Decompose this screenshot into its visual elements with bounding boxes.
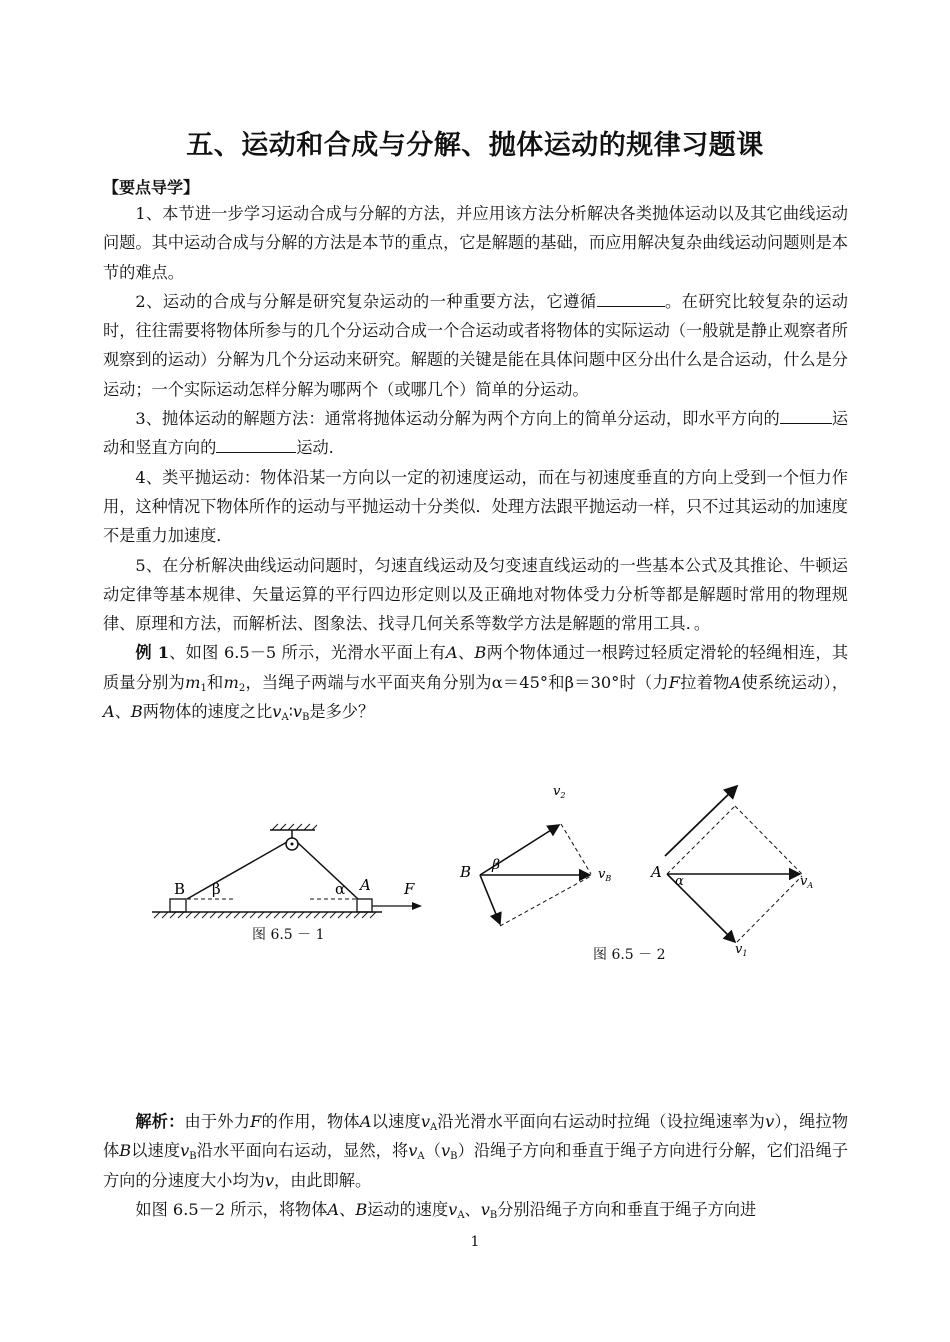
var-v: v <box>264 1170 275 1190</box>
fill-blank <box>216 434 296 453</box>
p3-text-c: 运动. <box>296 438 334 458</box>
var-a: A <box>729 672 742 692</box>
p3-text-a: 3、抛体运动的解题方法：通常将抛体运动分解为两个方向上的简单分运动，即水平方向的 <box>135 409 780 429</box>
figure-1-caption: 图 6.5 － 1 <box>252 927 325 943</box>
text: 和 <box>206 672 224 692</box>
text: ，当绳子两端与水平面夹角分别为α＝45°和β＝30°时（力 <box>245 672 669 692</box>
label-v2: $v_2$ <box>553 784 566 800</box>
text: 两物体的速度之比 <box>142 702 273 722</box>
var-b: B <box>474 643 487 663</box>
text: （ <box>424 1141 441 1161</box>
example-label: 例 1 <box>135 643 169 663</box>
var-a: A <box>327 1199 340 1219</box>
last-paragraph <box>103 1195 848 1224</box>
paragraph-4: 4、类平抛运动：物体沿某一方向以一定的初速度运动，而在与初速度垂直的方向上受到一个恒力作用，这种情况下物体所作的运动与平抛运动十分类似．处理方法跟平抛运动一样，只不过其运动的加速度不是重力加速度． <box>103 467 848 546</box>
text: 两个物体通过一根跨过轻质定滑轮的轻绳相连，其质量分别为 <box>103 643 849 692</box>
label-b: B <box>174 880 186 898</box>
text: ）沿绳子方向和垂直于绳子方向进行分解，它们沿绳子方向的分速度大小均为 <box>103 1141 849 1190</box>
sub: B <box>489 1209 498 1221</box>
sub: B <box>302 712 310 724</box>
var-v: v <box>440 1141 451 1161</box>
var-v: v <box>408 1141 418 1161</box>
text: 的作用，物体 <box>261 1112 360 1131</box>
var-a: A <box>446 643 458 663</box>
text: 沿光滑水平面向右运动时拉绳（设拉绳速率为 <box>437 1112 766 1131</box>
var-v: v <box>448 1199 458 1219</box>
text: 、 <box>114 702 131 722</box>
analysis-section <box>103 1107 848 1224</box>
analysis-label: 解析： <box>135 1112 185 1131</box>
text: 运动的速度 <box>367 1199 449 1219</box>
dash-b-1 <box>561 824 591 874</box>
text: ），绳拉物体 <box>103 1112 849 1161</box>
rope-right <box>297 842 358 899</box>
block-a <box>357 899 372 912</box>
sub: A <box>417 1151 425 1163</box>
sub: A <box>281 712 289 724</box>
text: 、如图 6.5－5 所示，光滑水平面上有 <box>168 643 446 663</box>
dash-a-3 <box>737 876 802 942</box>
text: 、 <box>457 643 475 663</box>
ceiling-hatch <box>272 824 317 830</box>
var-v: v <box>765 1112 775 1131</box>
var-f: F <box>250 1112 262 1131</box>
text: 分别沿绳子方向和垂直于绳子方向进 <box>497 1199 757 1219</box>
text: 、 <box>339 1199 356 1219</box>
var-v: v <box>420 1112 430 1131</box>
text: 是多少？ <box>309 702 375 722</box>
var-b: B <box>119 1141 132 1161</box>
section-heading: 【要点导学】 <box>103 178 200 197</box>
label-a: A <box>651 863 662 881</box>
paragraph-1: 1、本节进一步学习运动合成与分解的方法，并应用该方法分析解决各类抛体运动以及其它曲线运动问题。其中运动合成与分解的方法是本节的重点，它是解题的基础，而应用解决复杂曲线运动问题则是本节的难点。 <box>103 204 848 282</box>
sub: 2 <box>238 682 246 694</box>
sub: A <box>430 1122 438 1133</box>
sub: 1 <box>200 682 207 694</box>
text: 拉着物 <box>680 672 730 692</box>
var-a: A <box>103 702 115 722</box>
label-beta: β <box>492 857 501 873</box>
page-title: 五、运动和合成与分解、抛体运动的规律习题课 <box>186 130 764 161</box>
sub: B <box>450 1151 458 1163</box>
var-v: v <box>292 702 303 722</box>
paragraph-3 <box>103 404 848 463</box>
p2-text-b: 。在研究比较复杂的运动时，往往需要将物体所参与的几个分运动合成一个合运动或者将物体的实际运动（一般就是静止观察者所观察到的运动）分解为几个分运动来研究。解题的关键是能在具体问题中区分出什么是合运动，什么是分运动；一个实际运动怎样分解为哪两个（或哪几个）简单的分运动。 <box>103 291 848 399</box>
sub: B <box>189 1151 197 1163</box>
block-b <box>170 899 186 912</box>
label-f: F <box>404 880 415 898</box>
paragraph-5: 5、在分析解决曲线运动问题时，匀速直线运动及匀变速直线运动的一些基本公式及其推论、牛顿运动定律等基本规律、矢量运算的平行四边形定则以及正确地对物体受力分析等都是解题时常用的物理规律、原理和方法，而解析法、图象法、找寻几何关系等数学方法是解题的常用工具．。 <box>103 555 848 634</box>
var-b: B <box>130 702 143 722</box>
label-a: A <box>360 876 371 894</box>
force-arrowhead <box>412 902 422 910</box>
label-v1: $v_1$ <box>735 942 748 958</box>
vector-perp-b <box>480 875 500 924</box>
text: 使系统运动）， <box>741 672 849 692</box>
p3-text-b: 运动和竖直方向的 <box>103 409 849 458</box>
var-v: v <box>272 702 282 722</box>
figure-2-caption: 图 6.5 － 2 <box>593 947 666 963</box>
ground-hatch <box>154 912 376 918</box>
var-m: m <box>185 672 201 692</box>
label-alpha: α <box>675 874 684 889</box>
label-alpha: α <box>335 880 346 898</box>
label-va: $v_A$ <box>800 874 814 890</box>
pulley-axle <box>291 843 294 846</box>
var-v: v <box>180 1141 190 1161</box>
var-v: v <box>480 1199 490 1219</box>
text: 以速度 <box>131 1141 181 1161</box>
motion-arrow <box>665 786 737 856</box>
analysis-paragraph <box>103 1107 848 1195</box>
dash-a-1 <box>667 806 735 874</box>
label-beta: β <box>212 880 221 898</box>
var-b: B <box>355 1199 368 1219</box>
example-1 <box>103 638 848 726</box>
guide-paragraphs <box>103 199 848 726</box>
var-a: A <box>359 1112 372 1131</box>
text: 如图 6.5－2 所示，将物体 <box>135 1199 328 1219</box>
text: ，由此即解。 <box>274 1170 372 1190</box>
text: ∶ <box>288 702 293 722</box>
label-vb: $v_B$ <box>598 867 612 883</box>
var-f: F <box>668 672 681 692</box>
fill-blank <box>597 288 665 307</box>
var-m: m <box>223 672 239 692</box>
page-number: 1 <box>470 1234 480 1250</box>
dash-a-2 <box>735 806 802 874</box>
rope-left <box>187 842 287 899</box>
p2-text-a: 2、运动的合成与分解是研究复杂运动的一种重要方法，它遵循 <box>135 291 597 311</box>
text: 沿水平面向右运动，显然，将 <box>196 1141 409 1161</box>
dash-b-2 <box>500 876 591 926</box>
figure-pulley <box>150 820 430 940</box>
fill-blank <box>780 405 832 424</box>
text: 以速度 <box>371 1112 421 1131</box>
sub: A <box>457 1209 465 1221</box>
text: 、 <box>464 1199 481 1219</box>
paragraph-2 <box>103 287 848 404</box>
label-b: B <box>460 863 472 881</box>
text: 由于外力 <box>184 1112 251 1131</box>
